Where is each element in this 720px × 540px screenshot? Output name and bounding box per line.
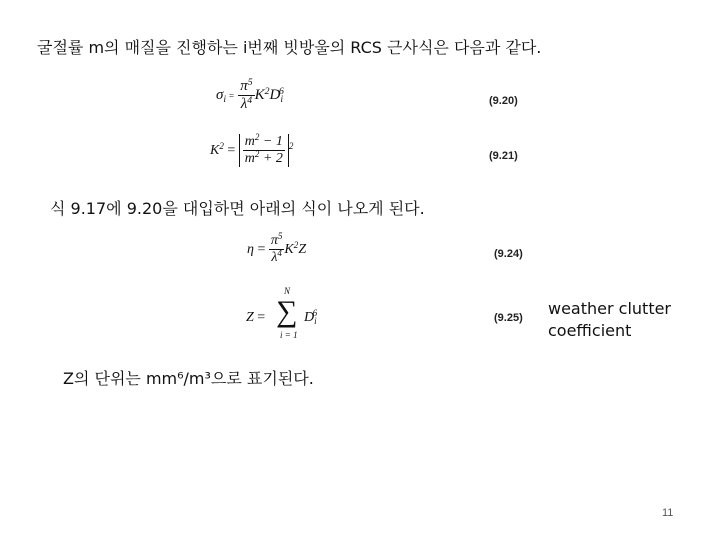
- unit-text-line: Z의 단위는 mm⁶/m³으로 표기된다.: [63, 369, 314, 388]
- substitution-text-line: 식 9.17에 9.20을 대입하면 아래의 식이 나오게 된다.: [50, 199, 425, 218]
- weather-clutter-note: [548, 298, 671, 342]
- equation-number-9-20: (9.20): [489, 95, 518, 107]
- equation-number-9-21: (9.21): [489, 150, 518, 162]
- equation-rcs: σi = $\frac{\pi^5}{\lambda^4}$ $K^2Di^6$: [216, 76, 284, 113]
- equation-number-9-24: (9.24): [494, 248, 523, 260]
- equation-number-9-25: (9.25): [494, 312, 523, 324]
- note-line-a: weather clutter: [548, 299, 672, 318]
- equation-eta: η = $\frac{\pi^5}{\lambda^4}$ $K^2Z$: [247, 231, 307, 266]
- equation-k-squared: $K^2$ = $\frac{m^2 - 1}{m^2 + 2}$ $^2$: [210, 132, 294, 167]
- note-line-b: coefficient: [548, 321, 632, 340]
- intro-text-line: 굴절률 m의 매질을 진행하는 i번째 빗방울의 RCS 근사식은 다음과 같다.: [37, 38, 542, 57]
- page-number: 11: [662, 507, 674, 519]
